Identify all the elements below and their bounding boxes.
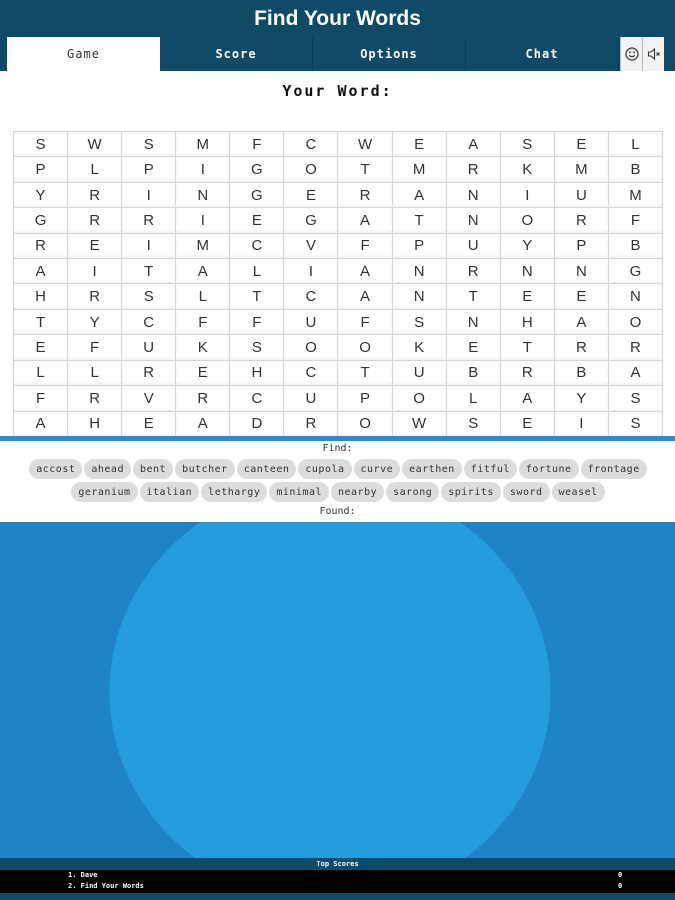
grid-cell[interactable]: B (555, 361, 609, 386)
word-chip: fortune (519, 459, 579, 479)
grid-cell[interactable]: F (338, 234, 392, 259)
grid-cell[interactable]: R (122, 208, 176, 233)
tab-bar (0, 37, 675, 71)
grid-cell[interactable]: R (122, 361, 176, 386)
grid-cell[interactable]: Y (501, 234, 555, 259)
grid-cell[interactable]: T (447, 284, 501, 309)
grid-cell[interactable]: U (284, 310, 338, 335)
grid-cell[interactable]: O (284, 335, 338, 360)
grid-cell[interactable]: O (338, 412, 392, 437)
grid-cell[interactable]: R (501, 361, 555, 386)
grid-cell[interactable]: M (176, 234, 230, 259)
grid-cell[interactable]: P (122, 157, 176, 182)
grid-cell[interactable]: W (68, 132, 122, 157)
grid-cell[interactable]: H (501, 310, 555, 335)
grid-cell[interactable]: U (555, 183, 609, 208)
grid-cell[interactable]: M (393, 157, 447, 182)
grid-cell[interactable]: R (176, 386, 230, 411)
grid-cell[interactable]: R (14, 234, 68, 259)
grid-cell[interactable]: L (176, 284, 230, 309)
grid-cell[interactable]: A (338, 208, 392, 233)
smiley-icon (625, 47, 639, 61)
tab-options[interactable]: Options (313, 37, 466, 71)
word-list (18, 459, 658, 502)
grid-cell[interactable]: A (609, 361, 663, 386)
grid-cell[interactable]: P (393, 234, 447, 259)
grid-cell[interactable]: N (447, 208, 501, 233)
grid-cell[interactable]: R (284, 412, 338, 437)
grid-cell[interactable]: G (284, 208, 338, 233)
grid-cell[interactable]: P (338, 386, 392, 411)
grid-cell[interactable]: O (284, 157, 338, 182)
tab-chat[interactable]: Chat (466, 37, 619, 71)
grid-cell[interactable]: N (447, 310, 501, 335)
grid-cell[interactable]: I (284, 259, 338, 284)
score-row (0, 881, 675, 892)
grid-cell[interactable]: A (501, 386, 555, 411)
grid-cell[interactable]: M (555, 157, 609, 182)
word-chip: frontage (581, 459, 647, 479)
score-row (0, 870, 675, 881)
grid-cell[interactable]: F (609, 208, 663, 233)
grid-cell[interactable]: N (393, 284, 447, 309)
grid-cell[interactable]: B (609, 234, 663, 259)
word-chip: italian (140, 482, 200, 502)
grid-cell[interactable]: R (68, 386, 122, 411)
grid-cell[interactable]: Y (14, 183, 68, 208)
grid-cell[interactable]: V (122, 386, 176, 411)
grid-cell[interactable]: I (176, 208, 230, 233)
word-chip: ahead (84, 459, 131, 479)
grid-cell[interactable]: N (501, 259, 555, 284)
grid-cell[interactable]: C (284, 284, 338, 309)
grid-cell[interactable]: C (284, 361, 338, 386)
grid-cell[interactable]: E (501, 284, 555, 309)
word-chip: curve (354, 459, 401, 479)
grid-cell[interactable]: L (14, 361, 68, 386)
tab-score[interactable]: Score (160, 37, 313, 71)
background-wave (110, 522, 551, 858)
grid-cell[interactable]: S (393, 310, 447, 335)
grid-cell[interactable]: N (447, 183, 501, 208)
divider-line (0, 436, 675, 441)
grid-cell[interactable]: A (447, 132, 501, 157)
grid-cell[interactable]: P (14, 157, 68, 182)
word-chip: butcher (175, 459, 235, 479)
grid-cell[interactable]: C (230, 386, 284, 411)
grid-cell[interactable]: H (230, 361, 284, 386)
grid-cell[interactable]: V (284, 234, 338, 259)
title-bar (0, 0, 675, 37)
score-name: 2. Find Your Words (68, 882, 144, 890)
grid-cell[interactable]: G (230, 157, 284, 182)
word-chip: geranium (71, 482, 137, 502)
grid-cell[interactable]: H (68, 412, 122, 437)
grid-cell[interactable]: E (555, 132, 609, 157)
score-value: 0 (618, 871, 623, 879)
grid-cell[interactable]: E (284, 183, 338, 208)
grid-cell[interactable]: G (230, 183, 284, 208)
grid-cell[interactable]: C (122, 310, 176, 335)
grid-cell[interactable]: S (609, 386, 663, 411)
word-chip: nearby (331, 482, 384, 502)
grid-cell[interactable]: N (176, 183, 230, 208)
grid-cell[interactable]: D (230, 412, 284, 437)
score-name: 1. Dave (68, 871, 98, 879)
word-chip: fitful (464, 459, 517, 479)
grid-cell[interactable]: S (14, 132, 68, 157)
app-title: Find Your Words (254, 6, 421, 30)
grid-cell[interactable]: A (555, 310, 609, 335)
grid-cell[interactable]: R (68, 183, 122, 208)
grid-cell[interactable]: B (447, 361, 501, 386)
tab-game[interactable]: Game (7, 37, 160, 71)
grid-cell[interactable]: R (68, 284, 122, 309)
grid-cell[interactable]: Y (555, 386, 609, 411)
word-chip: spirits (441, 482, 501, 502)
grid-cell[interactable]: R (338, 183, 392, 208)
word-chip: lethargy (201, 482, 267, 502)
grid-cell[interactable]: R (68, 208, 122, 233)
grid-cell[interactable]: T (14, 310, 68, 335)
grid-cell[interactable]: I (176, 157, 230, 182)
grid-cell[interactable]: W (338, 132, 392, 157)
word-chip: earthen (402, 459, 462, 479)
grid-cell[interactable]: B (609, 157, 663, 182)
grid-cell[interactable]: E (230, 208, 284, 233)
top-scores-title: Top Scores (0, 858, 675, 870)
grid-cell[interactable]: A (176, 259, 230, 284)
grid-cell[interactable]: Y (68, 310, 122, 335)
grid-cell[interactable]: O (609, 310, 663, 335)
word-chip: sarong (386, 482, 439, 502)
grid-cell[interactable]: T (338, 361, 392, 386)
grid-cell[interactable]: T (393, 208, 447, 233)
found-label: Found: (319, 506, 356, 517)
grid-cell[interactable]: S (122, 284, 176, 309)
grid-cell[interactable]: O (501, 208, 555, 233)
grid-cell[interactable]: O (338, 335, 392, 360)
grid-cell[interactable]: E (393, 132, 447, 157)
grid-cell[interactable]: S (122, 132, 176, 157)
grid-cell[interactable]: A (393, 183, 447, 208)
score-value: 0 (618, 882, 623, 890)
word-chip: canteen (237, 459, 297, 479)
word-chip: weasel (552, 482, 605, 502)
grid-cell[interactable]: T (122, 259, 176, 284)
grid-cell[interactable]: R (555, 208, 609, 233)
grid-cell[interactable]: U (393, 361, 447, 386)
grid-cell[interactable]: L (68, 361, 122, 386)
grid-cell[interactable]: L (447, 386, 501, 411)
grid-cell[interactable]: L (68, 157, 122, 182)
grid-cell[interactable]: T (230, 284, 284, 309)
your-word-label: Your Word: (282, 82, 393, 100)
grid-cell[interactable]: F (230, 310, 284, 335)
grid-cell[interactable]: L (230, 259, 284, 284)
grid-cell[interactable]: M (609, 183, 663, 208)
grid-cell[interactable]: F (68, 335, 122, 360)
grid-cell[interactable]: E (122, 412, 176, 437)
word-chip: sword (503, 482, 550, 502)
grid-cell[interactable]: I (555, 412, 609, 437)
emoji-button[interactable] (620, 37, 642, 71)
grid-cell[interactable]: L (609, 132, 663, 157)
grid-cell[interactable]: M (176, 132, 230, 157)
grid-cell[interactable]: A (338, 284, 392, 309)
grid-cell[interactable]: E (501, 412, 555, 437)
grid-cell[interactable]: R (447, 157, 501, 182)
scores-footer (0, 893, 675, 900)
grid-cell[interactable]: W (393, 412, 447, 437)
grid-cell[interactable]: R (609, 335, 663, 360)
sound-toggle-button[interactable] (642, 37, 664, 71)
grid-cell[interactable]: E (68, 234, 122, 259)
grid-cell[interactable]: I (122, 234, 176, 259)
grid-cell[interactable]: N (555, 259, 609, 284)
grid-cell[interactable]: R (447, 259, 501, 284)
grid-cell[interactable]: I (501, 183, 555, 208)
grid-cell[interactable]: F (338, 310, 392, 335)
grid-cell[interactable]: C (230, 234, 284, 259)
top-scores-panel (0, 858, 675, 900)
grid-cell[interactable]: F (14, 386, 68, 411)
grid-cell[interactable]: G (609, 259, 663, 284)
speaker-mute-icon (647, 47, 661, 61)
grid-cell[interactable]: S (609, 412, 663, 437)
grid-cell[interactable]: R (555, 335, 609, 360)
grid-cell[interactable]: I (122, 183, 176, 208)
grid-cell[interactable]: F (230, 132, 284, 157)
grid-cell[interactable]: A (14, 259, 68, 284)
grid-cell[interactable]: T (501, 335, 555, 360)
word-chip: cupola (298, 459, 351, 479)
grid-cell[interactable]: U (284, 386, 338, 411)
grid-cell[interactable]: S (447, 412, 501, 437)
grid-cell[interactable]: K (393, 335, 447, 360)
find-label: Find: (322, 443, 353, 454)
grid-cell[interactable]: H (14, 284, 68, 309)
word-chip: accost (29, 459, 82, 479)
grid-cell[interactable]: K (176, 335, 230, 360)
grid-cell[interactable]: I (68, 259, 122, 284)
grid-cell[interactable]: E (14, 335, 68, 360)
grid-cell[interactable]: G (14, 208, 68, 233)
grid-cell[interactable]: U (447, 234, 501, 259)
grid-cell[interactable]: E (555, 284, 609, 309)
grid-cell[interactable]: P (555, 234, 609, 259)
word-chip: bent (133, 459, 173, 479)
grid-cell[interactable]: O (393, 386, 447, 411)
grid-cell[interactable]: N (609, 284, 663, 309)
grid-cell[interactable]: E (447, 335, 501, 360)
grid-cell[interactable]: A (14, 412, 68, 437)
grid-cell[interactable]: E (176, 361, 230, 386)
word-chip: minimal (269, 482, 329, 502)
grid-cell[interactable]: N (393, 259, 447, 284)
grid-cell[interactable]: K (501, 157, 555, 182)
found-words-area (0, 522, 675, 858)
letter-grid (13, 131, 663, 437)
grid-cell[interactable]: U (122, 335, 176, 360)
grid-cell[interactable]: S (501, 132, 555, 157)
grid-cell[interactable]: A (176, 412, 230, 437)
grid-cell[interactable]: S (230, 335, 284, 360)
grid-cell[interactable]: T (338, 157, 392, 182)
grid-cell[interactable]: A (338, 259, 392, 284)
grid-cell[interactable]: F (176, 310, 230, 335)
grid-cell[interactable]: C (284, 132, 338, 157)
